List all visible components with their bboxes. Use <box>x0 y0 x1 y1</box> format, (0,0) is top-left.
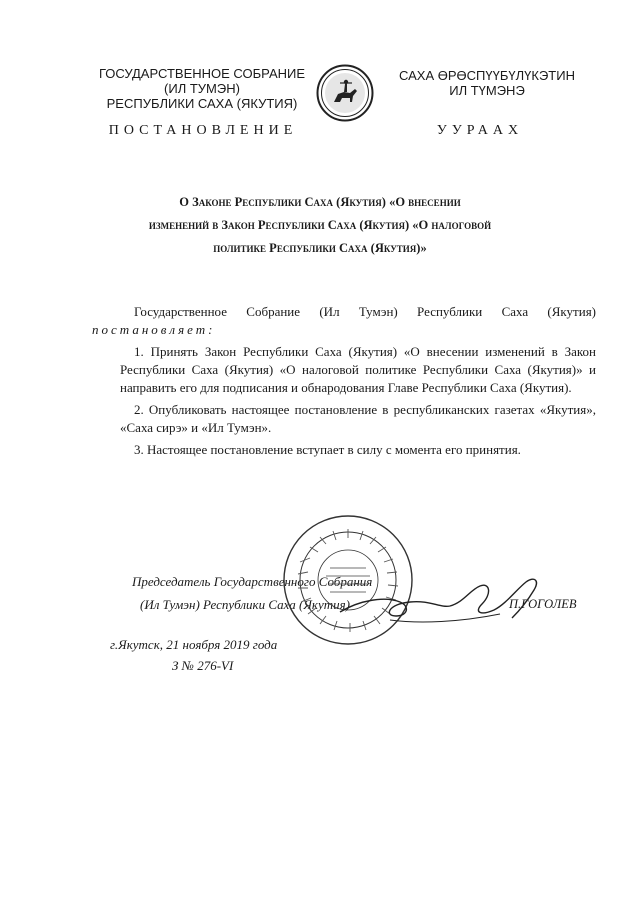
document-body <box>92 303 596 459</box>
item-1: 1. Принять Закон Республики Саха (Якутия) «О внесении изменений в Закон Республики Саха (Якутия) «О налоговой политике Республики Саха (Якутия)» и направить его для подписания и обнародования Главе Республики Саха (Якутия). <box>120 344 596 395</box>
handwritten-signature <box>330 560 550 640</box>
intro-line: Государственное Собрание (Ил Тумэн) Республики Саха (Якутия) <box>134 304 596 319</box>
title-line-3: политике Республики Саха (Якутия)» <box>213 241 427 255</box>
intro-verb <box>92 321 596 339</box>
item-3: 3. Настоящее постановление вступает в силу с момента его принятия. <box>134 442 521 457</box>
title-line-1: О Законе Республики Саха (Якутия) «О внесении <box>179 195 461 209</box>
org-name-line-1: ГОСУДАРСТВЕННОЕ СОБРАНИЕ <box>98 66 306 81</box>
doc-type-sakha: УУРААХ <box>436 123 524 138</box>
doc-type-russian: ПОСТАНОВЛЕНИЕ <box>108 123 298 138</box>
place-and-date: г.Якутск, 21 ноября 2019 года <box>110 637 278 652</box>
emblem-icon <box>316 64 374 122</box>
org-name-sakha-line-1: САХА ӨРӨСПҮҮБҮЛҮКЭТИН <box>399 68 575 83</box>
org-name-line-3: РЕСПУБЛИКИ САХА (ЯКУТИЯ) <box>106 96 298 111</box>
document-number: З № 276-VI <box>172 658 234 673</box>
item-2: 2. Опубликовать настоящее постановление в республиканских газетах «Якутия», «Саха сирэ» и «Ил Тумэн». <box>120 402 596 435</box>
org-name-sakha <box>382 68 592 98</box>
resolves-word: постановляет: <box>92 322 216 337</box>
signatory-title-line-2: (Ил Тумэн) Республики Саха (Якутия) <box>140 597 350 612</box>
org-name-russian <box>88 66 316 111</box>
document-title <box>80 191 560 260</box>
signatory-title-line-1: Председатель Государственного Собрания <box>132 574 373 589</box>
org-name-sakha-line-2: ИЛ ТҮМЭНЭ <box>449 83 525 98</box>
title-line-2: изменений в Закон Республики Саха (Якутия) «О налоговой <box>148 218 492 232</box>
signatory-name: П.ГОГОЛЕВ <box>509 597 577 611</box>
org-name-line-2: (ИЛ ТУМЭН) <box>164 81 240 96</box>
